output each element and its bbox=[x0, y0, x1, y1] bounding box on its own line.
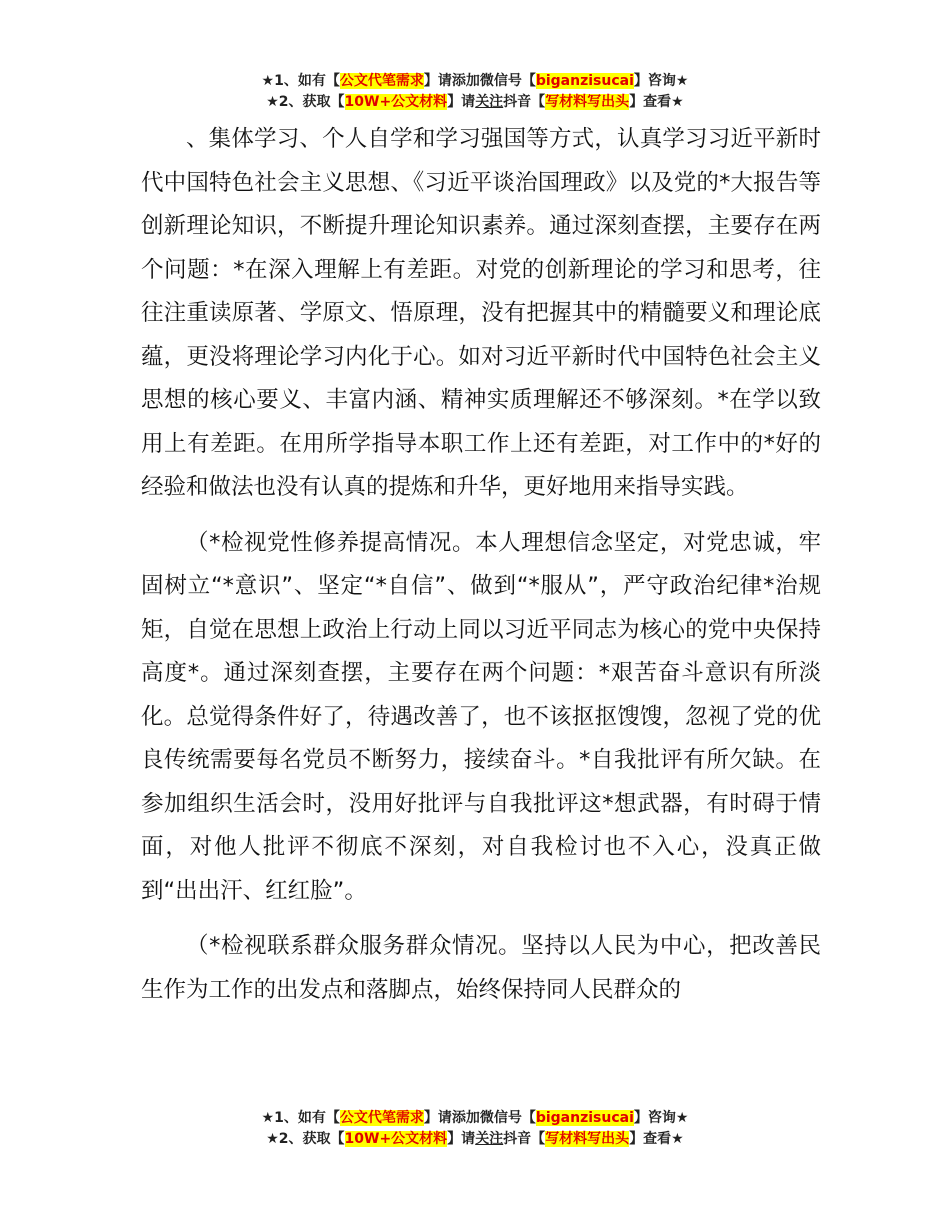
highlight-douyin: 写材料写出头 bbox=[545, 1131, 630, 1147]
document-body bbox=[141, 118, 821, 1012]
banner-line-2: ★2、获取【10W+公文材料】请关注抖音【写材料写出头】查看★ bbox=[266, 94, 684, 110]
banner-line-1: ★1、如有【公文代笔需求】请添加微信号【biganzisucai】咨询★ bbox=[261, 1110, 689, 1126]
header-banner bbox=[0, 71, 950, 113]
highlight-service: 公文代笔需求 bbox=[339, 1110, 424, 1126]
paragraph: （*检视党性修养提高情况。本人理想信念坚定，对党忠诚，牢固树立“*意识”、坚定“*自信”、做到“*服从”，严守政治纪律*治规矩，自觉在思想上政治上行动上同以习近平同志为核心的党中央保持高度*。通过深刻查摆，主要存在两个问题：*艰苦奋斗意识有所淡化。总觉得条件好了，待遇改善了，也不该抠抠馊馊，忽视了党的优良传统需要每名党员不断努力，接续奋斗。*自我批评有所欠缺。在参加组织生活会时，没用好批评与自我批评这*想武器，有时碍于情面，对他人批评不彻底不深刻，对自我检讨也不入心，没真正做到“出出汗、红红脸”。 bbox=[141, 529, 821, 904]
banner-line-1: ★1、如有【公文代笔需求】请添加微信号【biganzisucai】咨询★ bbox=[261, 73, 689, 89]
paragraph: （*检视联系群众服务群众情况。坚持以人民为中心，把改善民生作为工作的出发点和落脚点，始终保持同人民群众的 bbox=[141, 933, 821, 1003]
highlight-materials: 10W+公文材料 bbox=[344, 1131, 448, 1147]
highlight-wechat-id: biganzisucai bbox=[535, 1110, 634, 1126]
banner-line-2: ★2、获取【10W+公文材料】请关注抖音【写材料写出头】查看★ bbox=[266, 1131, 684, 1147]
footer-banner bbox=[0, 1108, 950, 1150]
paragraph: 、集体学习、个人自学和学习强国等方式，认真学习习近平新时代中国特色社会主义思想、《习近平谈治国理政》以及党的*大报告等创新理论知识，不断提升理论知识素养。通过深刻查摆，主要存在两个问题：*在深入理解上有差距。对党的创新理论的学习和思考，往往注重读原著、学原文、悟原理，没有把握其中的精髓要义和理论底蕴，更没将理论学习内化于心。如对习近平新时代中国特色社会主义思想的核心要义、丰富内涵、精神实质理解还不够深刻。*在学以致用上有差距。在用所学指导本职工作上还有差距，对工作中的*好的经验和做法也没有认真的提炼和升华，更好地用来指导实践。 bbox=[141, 126, 821, 500]
highlight-service: 公文代笔需求 bbox=[339, 73, 424, 89]
highlight-wechat-id: biganzisucai bbox=[535, 73, 634, 89]
highlight-materials: 10W+公文材料 bbox=[344, 94, 448, 110]
highlight-douyin: 写材料写出头 bbox=[545, 94, 630, 110]
